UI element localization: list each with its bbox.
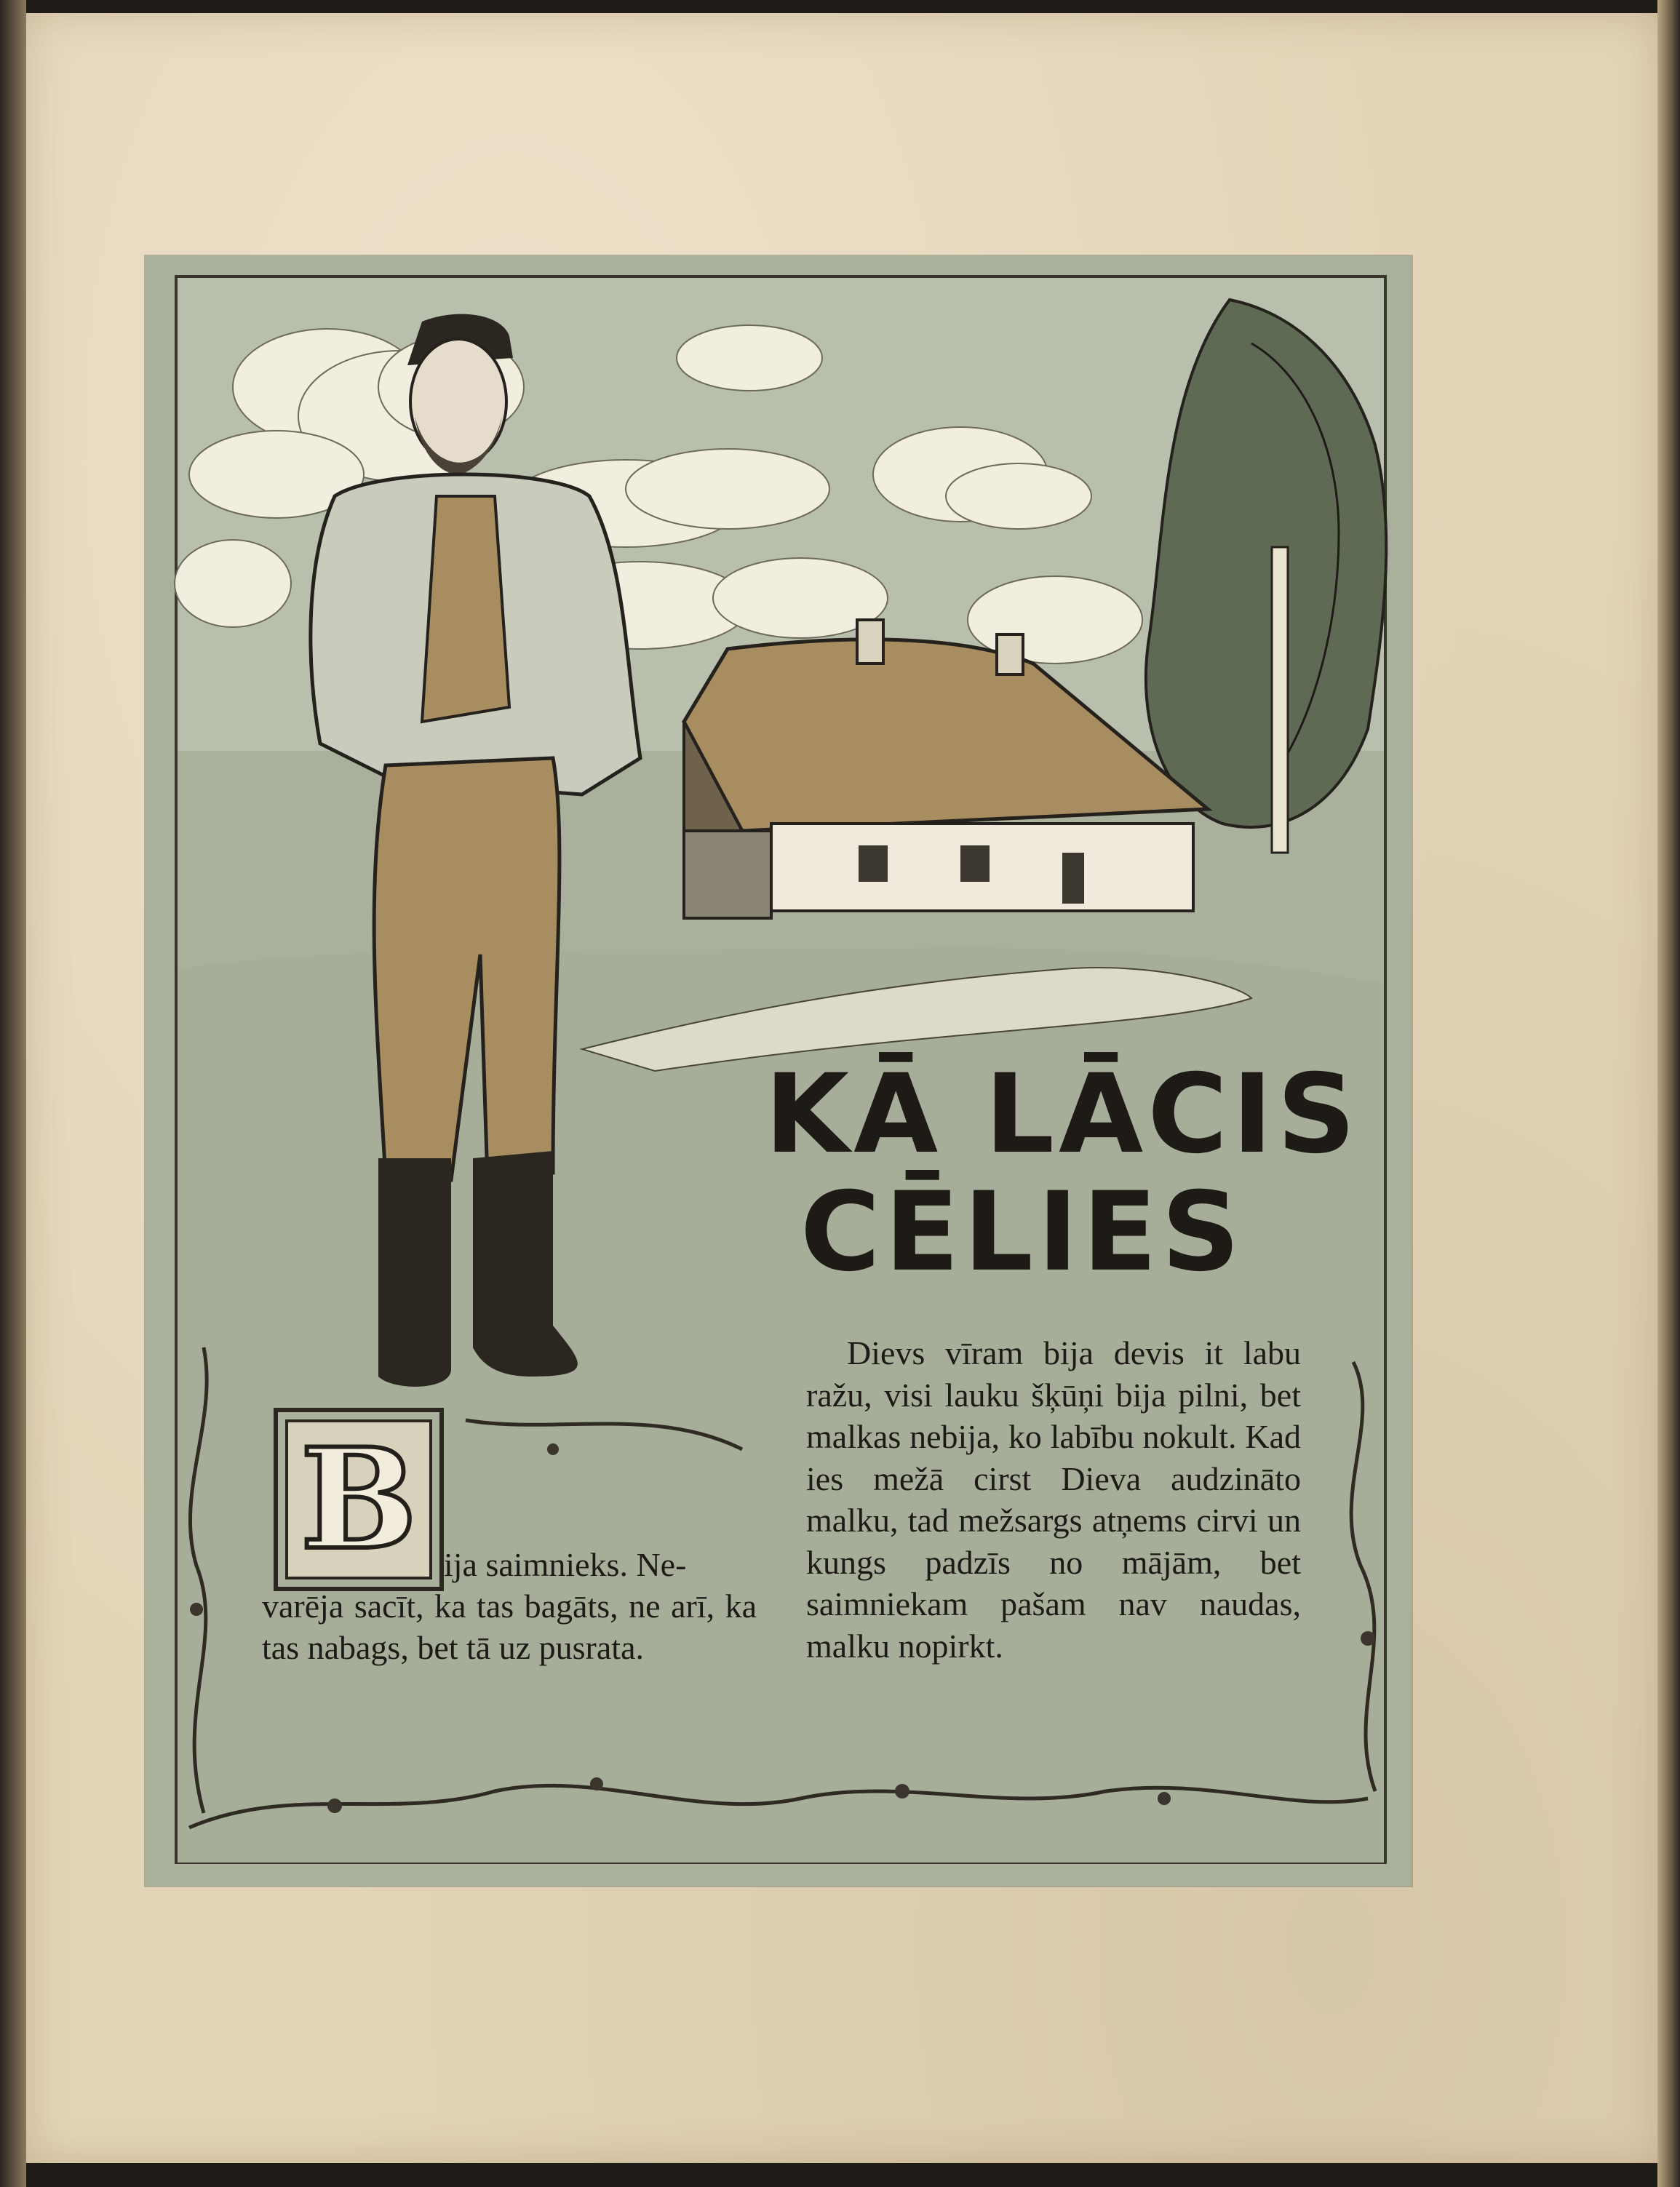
title-line-2: CĒLIES [800, 1169, 1245, 1296]
book-page-right-edge [1657, 0, 1680, 2187]
book-spine-left-edge [0, 0, 26, 2187]
illustration-plate [146, 256, 1412, 1886]
drop-cap-letter: B [300, 1418, 418, 1580]
left-paragraph-first-line: ija saimnieks. Ne- [444, 1546, 687, 1583]
right-paragraph: Dievs vīram bija devis it labu ražu, visi lauku šķūņi bija pilni, bet malkas nebija, ko labību nokult. Kad ies mežā cirst Dieva audzināto malku, tad mežsargs atņems cirvi un kungs padzīs no mājām, bet saimniekam pašam nav naudas, malku nopirkt. [806, 1334, 1301, 1665]
story-title [684, 1051, 1412, 1296]
left-paragraph [262, 1546, 757, 1668]
left-paragraph-rest: varēja sacīt, ka tas bagāts, ne arī, ka tas nabags, bet tā uz pusrata. [262, 1588, 757, 1666]
title-line-1: KĀ LĀCIS [764, 1051, 1361, 1178]
